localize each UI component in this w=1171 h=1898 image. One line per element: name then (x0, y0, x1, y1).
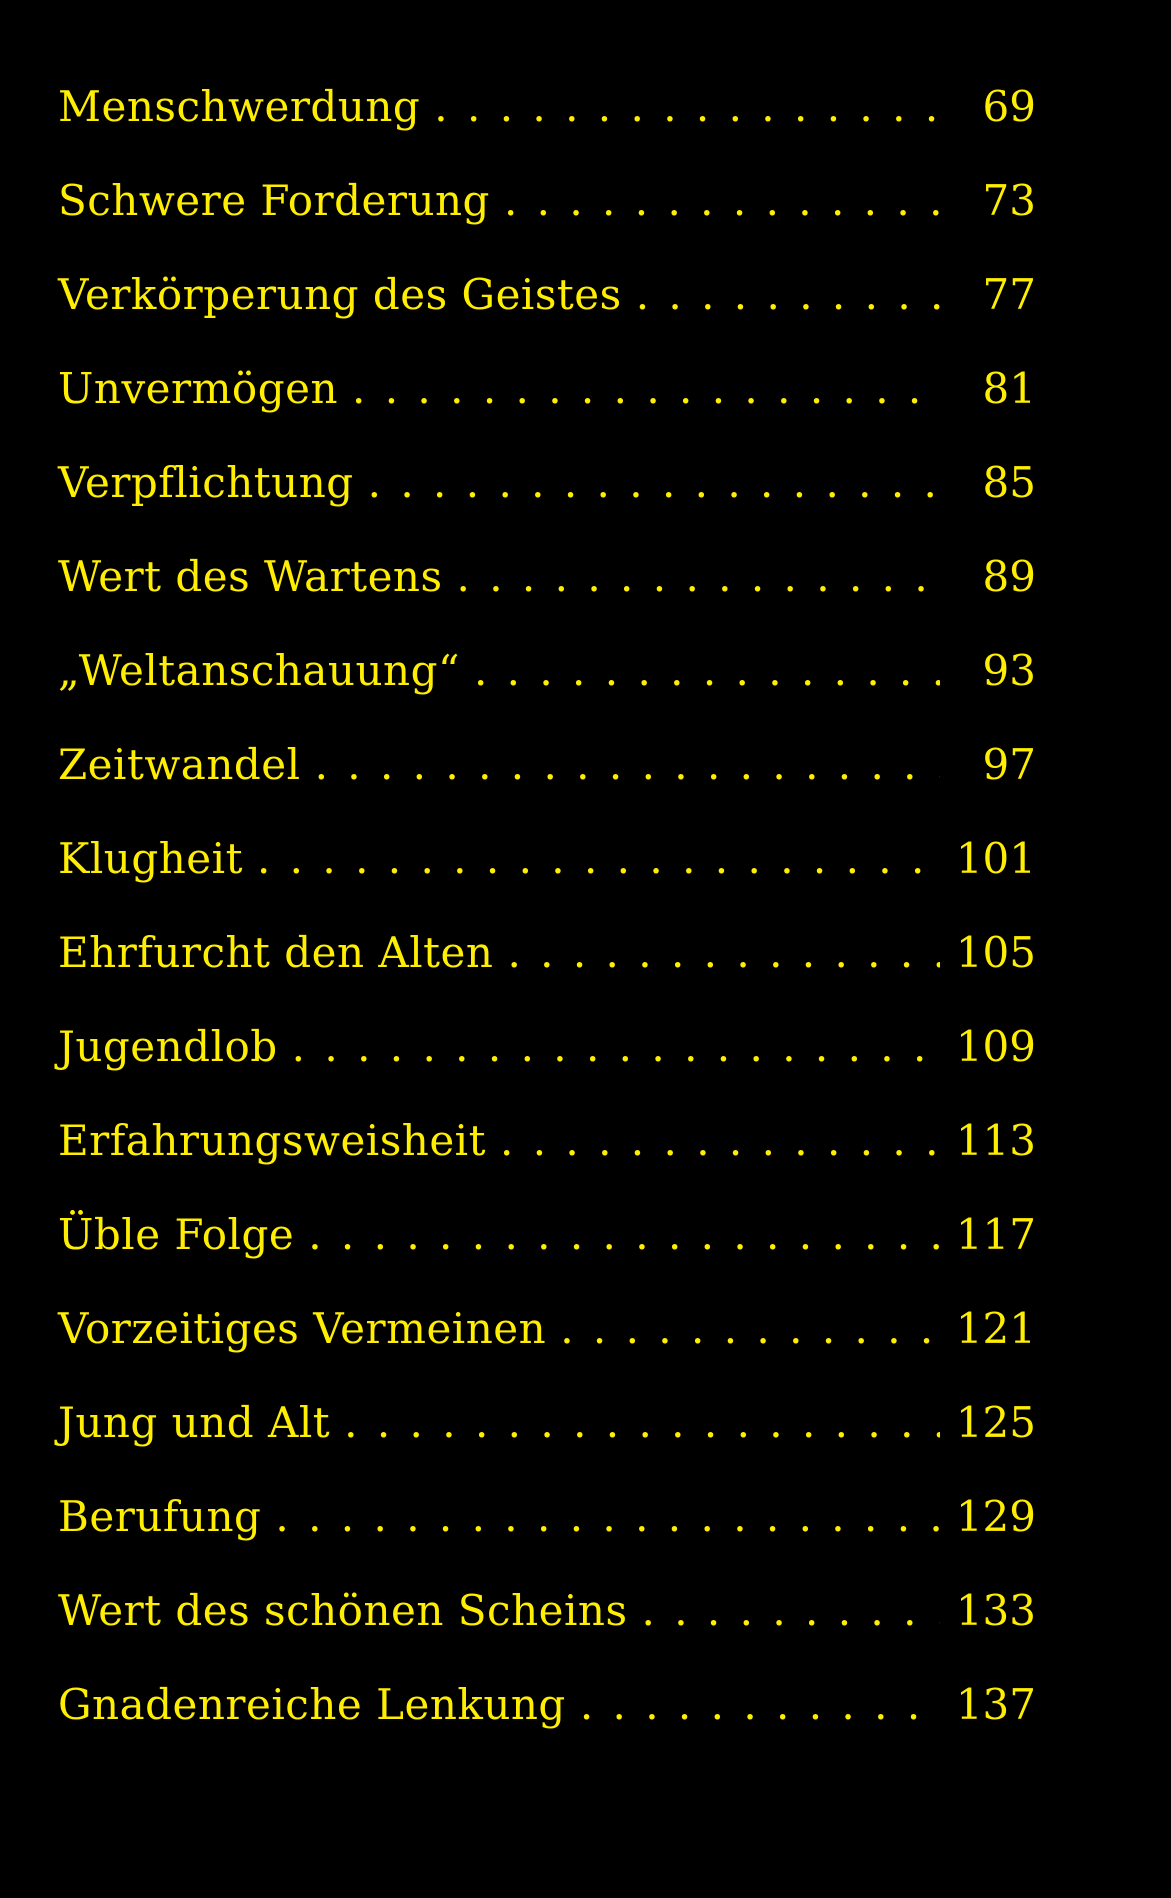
entry-page-number: 89 (982, 552, 1036, 601)
entry-page-number: 137 (955, 1680, 1036, 1729)
toc-entry (58, 1210, 1036, 1304)
entry-title: Wert des schönen Scheins (58, 1586, 628, 1635)
dot-leader (315, 740, 940, 789)
entry-title: Ehrfurcht den Alten (58, 928, 494, 977)
dot-leader (434, 82, 940, 131)
entry-title: Unvermögen (58, 364, 339, 413)
entry-page-number: 105 (955, 928, 1036, 977)
toc-entry (58, 552, 1036, 646)
entry-title: Jugendlob (58, 1022, 278, 1071)
toc-entry (58, 834, 1036, 928)
toc-entry (58, 82, 1036, 176)
entry-page-number: 101 (955, 834, 1036, 883)
entry-title: Verpflichtung (58, 458, 354, 507)
toc-entry (58, 1116, 1036, 1210)
dot-leader (275, 1492, 940, 1541)
entry-page-number: 133 (955, 1586, 1036, 1635)
entry-page-number: 125 (955, 1398, 1036, 1447)
entry-title: Berufung (58, 1492, 262, 1541)
entry-page-number: 93 (982, 646, 1036, 695)
entry-title: Üble Folge (58, 1210, 295, 1259)
toc-entry (58, 1304, 1036, 1398)
dot-leader (504, 176, 940, 225)
entry-title: Vorzeitiges Vermeinen (58, 1304, 547, 1353)
entry-page-number: 81 (982, 364, 1036, 413)
toc-entry (58, 364, 1036, 458)
entry-title: Verkörperung des Geistes (58, 270, 622, 319)
dot-leader (352, 364, 940, 413)
dot-leader (474, 646, 940, 695)
dot-leader (257, 834, 940, 883)
toc-entry (58, 1492, 1036, 1586)
entry-title: Gnadenreiche Lenkung (58, 1680, 566, 1729)
entry-page-number: 73 (982, 176, 1036, 225)
entry-title: Menschwerdung (58, 82, 421, 131)
toc-entry (58, 646, 1036, 740)
toc-entry (58, 740, 1036, 834)
toc-entry (58, 1022, 1036, 1116)
dot-leader (500, 1116, 940, 1165)
entry-page-number: 129 (955, 1492, 1036, 1541)
entry-page-number: 117 (955, 1210, 1036, 1259)
dot-leader (580, 1680, 940, 1729)
dot-leader (457, 552, 940, 601)
dot-leader (344, 1398, 940, 1447)
dot-leader (308, 1210, 940, 1259)
toc-entry (58, 1398, 1036, 1492)
dot-leader (368, 458, 940, 507)
dot-leader (292, 1022, 940, 1071)
toc-entry (58, 928, 1036, 1022)
entry-title: Schwere Forderung (58, 176, 490, 225)
entry-page-number: 113 (955, 1116, 1036, 1165)
entry-title: Erfahrungsweisheit (58, 1116, 486, 1165)
entry-title: Wert des Wartens (58, 552, 443, 601)
dot-leader (507, 928, 940, 977)
toc-entry (58, 1586, 1036, 1680)
dot-leader (636, 270, 940, 319)
toc-entry (58, 458, 1036, 552)
entry-page-number: 77 (982, 270, 1036, 319)
entry-page-number: 121 (955, 1304, 1036, 1353)
entry-title: Jung und Alt (58, 1398, 331, 1447)
entry-title: Zeitwandel (58, 740, 301, 789)
entry-page-number: 85 (982, 458, 1036, 507)
dot-leader (560, 1304, 940, 1353)
toc-entry (58, 270, 1036, 364)
toc-entry (58, 176, 1036, 270)
entry-page-number: 97 (982, 740, 1036, 789)
entry-page-number: 69 (982, 82, 1036, 131)
entry-page-number: 109 (955, 1022, 1036, 1071)
table-of-contents (58, 82, 1036, 1774)
toc-entry (58, 1680, 1036, 1774)
dot-leader (642, 1586, 940, 1635)
entry-title: „Weltanschauung“ (58, 646, 460, 695)
entry-title: Klugheit (58, 834, 243, 883)
